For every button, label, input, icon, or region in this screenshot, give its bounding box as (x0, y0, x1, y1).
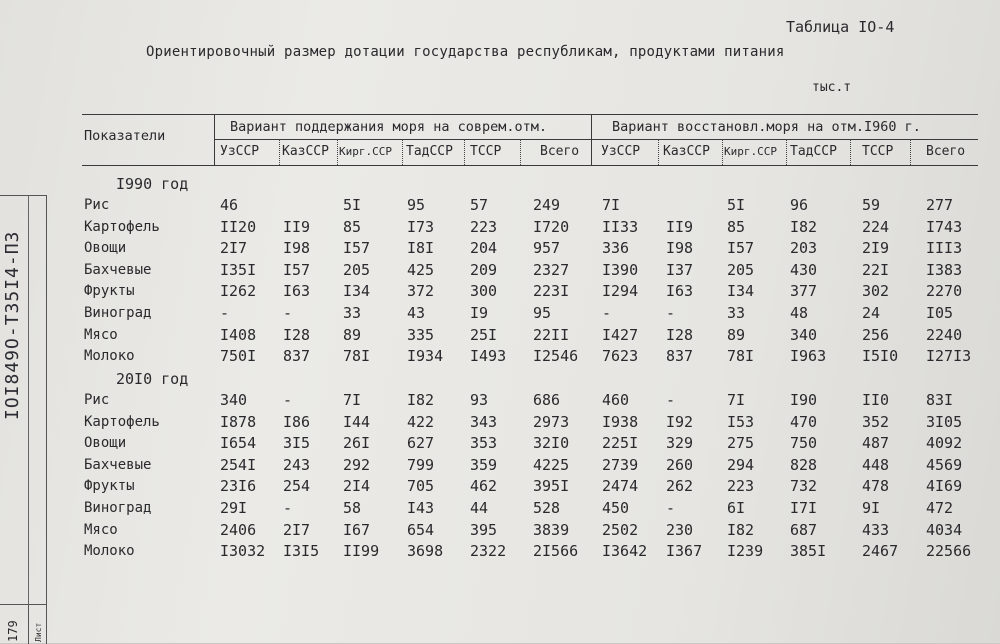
row-label: Фрукты (84, 283, 135, 300)
table-cell: I878 (220, 412, 257, 431)
table-cell: 395I (533, 477, 570, 496)
table-cell: 430 (790, 260, 818, 279)
table-cell: 687 (790, 520, 818, 539)
table-cell: 33 (343, 304, 362, 322)
table-cell: 7I (727, 391, 746, 409)
table-cell: 2406 (220, 520, 257, 539)
table-cell: I743 (926, 217, 963, 236)
table-cell: II9 (666, 217, 694, 236)
table-cell: 33 (727, 304, 746, 322)
table-cell: I44 (343, 412, 371, 431)
row-label: Овощи (84, 240, 127, 257)
table-cell: 2502 (602, 520, 639, 539)
table-cell: 2474 (602, 477, 639, 496)
table-cell: 302 (862, 282, 890, 301)
table-cell: I27I3 (926, 347, 972, 366)
table-cell: 85 (727, 217, 746, 236)
table-cell: 425 (407, 260, 435, 279)
table-cell: I9 (470, 304, 489, 322)
table-cell: I63 (283, 282, 311, 301)
table-cell: 22I (862, 260, 890, 279)
indicator-column-header: Показатели (84, 128, 166, 144)
table-cell: 292 (343, 455, 371, 474)
table-cell: 26I (343, 434, 371, 453)
table-cell: I82 (790, 217, 818, 236)
table-cell: 487 (862, 434, 890, 453)
table-cell: I92 (666, 412, 694, 431)
row-label: Рис (84, 197, 110, 213)
table-cell: 89 (343, 325, 362, 344)
table-cell: 343 (470, 412, 498, 431)
table-cell: - (283, 499, 293, 517)
table-cell: 209 (470, 260, 498, 279)
table-cell: 422 (407, 412, 435, 431)
table-cell: 254 (283, 477, 311, 496)
table-cell: 2270 (926, 282, 963, 301)
table-cell: 262 (666, 477, 694, 496)
table-cell: 450 (602, 499, 630, 517)
table-cell: 300 (470, 282, 498, 301)
table-cell: 260 (666, 455, 694, 474)
table-cell: 85 (343, 217, 362, 236)
table-cell: 59 (862, 196, 881, 214)
table-cell: 837 (666, 347, 694, 366)
table-cell: 256 (862, 325, 890, 344)
column-header: ТадССР (406, 144, 453, 159)
table-cell: I294 (602, 282, 639, 301)
table-cell: 460 (602, 391, 630, 409)
table-cell: I8I (407, 239, 435, 258)
table-cell: 277 (926, 196, 954, 214)
table-cell: 225I (602, 434, 639, 453)
table-cell: 205 (343, 260, 371, 279)
table-cell: 4225 (533, 455, 570, 474)
sheet-number: 179 (6, 620, 20, 642)
table-cell: 95 (533, 304, 552, 322)
table-cell: 2I7 (283, 520, 311, 539)
row-label: Молоко (84, 348, 135, 365)
table-cell: 395 (470, 520, 498, 539)
table-cell: 705 (407, 477, 435, 496)
column-header: УзССР (601, 144, 641, 159)
row-label: Картофель (84, 413, 160, 430)
table-cell: 22566 (926, 542, 972, 561)
table-cell: 359 (470, 455, 498, 474)
table-cell: I67 (343, 520, 371, 539)
row-label: Рис (84, 392, 110, 408)
table-cell: 23I6 (220, 477, 257, 496)
table-cell: 2I4 (343, 477, 371, 496)
table-cell: I34 (727, 282, 755, 301)
table-cell: 205 (727, 260, 755, 279)
table-cell: 204 (470, 239, 498, 258)
table-cell: I28 (283, 325, 311, 344)
table-cell: 462 (470, 477, 498, 496)
table-cell: I7I (790, 499, 818, 517)
table-cell: - (602, 304, 612, 322)
table-cell: I05 (926, 304, 954, 322)
row-label: Бахчевые (84, 261, 152, 278)
table-cell: 732 (790, 477, 818, 496)
table-cell: 353 (470, 434, 498, 453)
table-cell: 799 (407, 455, 435, 474)
table-cell: 627 (407, 434, 435, 453)
table-cell: 46 (220, 196, 239, 214)
table-cell: III3 (926, 239, 963, 258)
column-header: КазССР (663, 144, 710, 159)
table-cell: I98 (283, 239, 311, 258)
table-cell: 224 (862, 217, 890, 236)
table-cell: 7623 (602, 347, 639, 366)
table-cell: I493 (470, 347, 507, 366)
table-cell: I53 (727, 412, 755, 431)
table-cell: I57 (283, 260, 311, 279)
table-cell: - (666, 499, 676, 517)
table-cell: I3642 (602, 542, 648, 561)
table-cell: II33 (602, 217, 639, 236)
table-cell: 2I566 (533, 542, 579, 561)
table-cell: 433 (862, 520, 890, 539)
table-cell: 957 (533, 239, 561, 258)
column-header: ТадССР (790, 144, 837, 159)
row-label: Овощи (84, 435, 127, 452)
table-cell: I82 (407, 391, 435, 409)
table-cell: 7I (343, 391, 362, 409)
column-header: Кирг.ССР (724, 145, 777, 158)
table-cell: II99 (343, 542, 380, 561)
table-cell: I43 (407, 499, 435, 517)
table-cell: 44 (470, 499, 489, 517)
header-bottom-rule (82, 165, 978, 166)
table-cell: 29I (220, 499, 248, 517)
table-cell: II20 (220, 217, 257, 236)
table-cell: 4I69 (926, 477, 963, 496)
table-cell: 750 (790, 434, 818, 453)
table-cell: 3839 (533, 520, 570, 539)
table-cell: 6I (727, 499, 746, 517)
table-cell: 9I (862, 499, 881, 517)
table-cell: I720 (533, 217, 570, 236)
table-cell: I63 (666, 282, 694, 301)
column-header: ТССР (862, 144, 894, 159)
table-cell: I57 (727, 239, 755, 258)
table-cell: 93 (470, 391, 489, 409)
row-label: Бахчевые (84, 456, 152, 473)
table-cell: 448 (862, 455, 890, 474)
table-cell: 223 (727, 477, 755, 496)
table-cell: 83I (926, 391, 954, 409)
row-label: Виноград (84, 500, 152, 516)
table-cell: 4569 (926, 455, 963, 474)
table-cell: 335 (407, 325, 435, 344)
table-cell: - (283, 304, 293, 322)
table-cell: 828 (790, 455, 818, 474)
table-cell: 654 (407, 520, 435, 539)
table-cell: I35I (220, 260, 257, 279)
table-cell: I963 (790, 347, 827, 366)
table-cell: I934 (407, 347, 444, 366)
table-cell: - (666, 391, 676, 409)
table-cell: 230 (666, 520, 694, 539)
table-cell: 22II (533, 325, 570, 344)
column-header: КазССР (282, 144, 329, 159)
table-cell: I367 (666, 542, 703, 561)
table-cell: 32I0 (533, 434, 570, 453)
column-header: Кирг.ССР (339, 145, 392, 158)
table-cell: 470 (790, 412, 818, 431)
table-cell: 472 (926, 499, 954, 517)
row-label: Мясо (84, 326, 118, 343)
table-cell: 340 (220, 391, 248, 409)
table-cell: 2I7 (220, 239, 248, 258)
table-cell: 95 (407, 196, 426, 214)
table-cell: 254I (220, 455, 257, 474)
document-code: IOI849O-T35I4-ПЗ (2, 230, 23, 420)
table-cell: 96 (790, 196, 809, 214)
table-cell: I654 (220, 434, 257, 453)
table-cell: I5I0 (862, 347, 899, 366)
table-cell: 78I (343, 347, 371, 366)
table-cell: 89 (727, 325, 746, 344)
table-top-rule (82, 114, 978, 115)
table-cell: - (283, 391, 293, 409)
table-cell: 223 (470, 217, 498, 236)
table-cell: 837 (283, 347, 311, 366)
section-year-heading: I990 год (116, 175, 189, 193)
row-label: Виноград (84, 305, 152, 321)
row-label: Фрукты (84, 478, 135, 495)
table-cell: I34 (343, 282, 371, 301)
table-cell: 43 (407, 304, 426, 322)
table-cell: I262 (220, 282, 257, 301)
table-number: Таблица IO-4 (786, 18, 895, 36)
table-cell: 3I05 (926, 412, 963, 431)
table-cell: I3I5 (283, 542, 320, 561)
table-cell: 329 (666, 434, 694, 453)
table-cell: - (220, 304, 230, 322)
table-cell: 2I9 (862, 239, 890, 258)
document-title: Ориентировочный размер дотации государства республикам, продуктами питания (146, 44, 785, 60)
table-cell: - (666, 304, 676, 322)
table-cell: I28 (666, 325, 694, 344)
table-cell: I390 (602, 260, 639, 279)
table-cell: 385I (790, 542, 827, 561)
table-cell: 2322 (470, 542, 507, 561)
row-label: Мясо (84, 521, 118, 538)
table-cell: II9 (283, 217, 311, 236)
column-header: Всего (926, 144, 966, 159)
table-cell: 223I (533, 282, 570, 301)
table-cell: 5I (343, 196, 362, 214)
column-header: УзССР (220, 144, 260, 159)
table-cell: I82 (727, 520, 755, 539)
table-cell: 2327 (533, 260, 570, 279)
table-cell: 3698 (407, 542, 444, 561)
table-cell: 5I (727, 196, 746, 214)
column-header: Всего (540, 144, 580, 159)
table-cell: 243 (283, 455, 311, 474)
table-cell: I37 (666, 260, 694, 279)
units-label: тыс.т (812, 80, 852, 95)
table-cell: 294 (727, 455, 755, 474)
table-cell: I3032 (220, 542, 266, 561)
table-cell: 352 (862, 412, 890, 431)
table-cell: 340 (790, 325, 818, 344)
table-cell: 686 (533, 391, 561, 409)
row-label: Молоко (84, 543, 135, 560)
section-year-heading: 20I0 год (116, 370, 189, 388)
table-cell: I98 (666, 239, 694, 258)
table-cell: 275 (727, 434, 755, 453)
table-cell: 203 (790, 239, 818, 258)
table-cell: 57 (470, 196, 489, 214)
table-cell: 478 (862, 477, 890, 496)
table-cell: 3I5 (283, 434, 311, 453)
column-header: ТССР (470, 144, 502, 159)
group-header-rule (214, 139, 978, 140)
group-header-current-level: Вариант поддержания моря на соврем.отм. (230, 119, 547, 135)
table-cell: 4034 (926, 520, 963, 539)
table-cell: 750I (220, 347, 257, 366)
table-cell: I383 (926, 260, 963, 279)
table-cell: I57 (343, 239, 371, 258)
table-cell: 336 (602, 239, 630, 258)
table-cell: 377 (790, 282, 818, 301)
table-cell: 528 (533, 499, 561, 517)
table-cell: 58 (343, 499, 362, 517)
table-cell: I938 (602, 412, 639, 431)
table-cell: 48 (790, 304, 809, 322)
table-cell: 2467 (862, 542, 899, 561)
table-cell: 2973 (533, 412, 570, 431)
table-cell: 4092 (926, 434, 963, 453)
row-label: Картофель (84, 218, 160, 235)
table-cell: 24 (862, 304, 881, 322)
table-cell: 78I (727, 347, 755, 366)
table-cell: I90 (790, 391, 818, 409)
table-cell: 7I (602, 196, 621, 214)
table-cell: 25I (470, 325, 498, 344)
table-cell: 2240 (926, 325, 963, 344)
table-cell: I86 (283, 412, 311, 431)
table-cell: I408 (220, 325, 257, 344)
table-cell: 249 (533, 196, 561, 214)
sheet-label: Лист (34, 622, 43, 642)
group-header-restored-level: Вариант восстановл.моря на отм.I960 г. (612, 119, 921, 135)
table-cell: 372 (407, 282, 435, 301)
table-cell: I73 (407, 217, 435, 236)
table-cell: I239 (727, 542, 764, 561)
table-cell: 2739 (602, 455, 639, 474)
table-cell: I427 (602, 325, 639, 344)
table-cell: I2546 (533, 347, 579, 366)
table-cell: II0 (862, 391, 890, 409)
